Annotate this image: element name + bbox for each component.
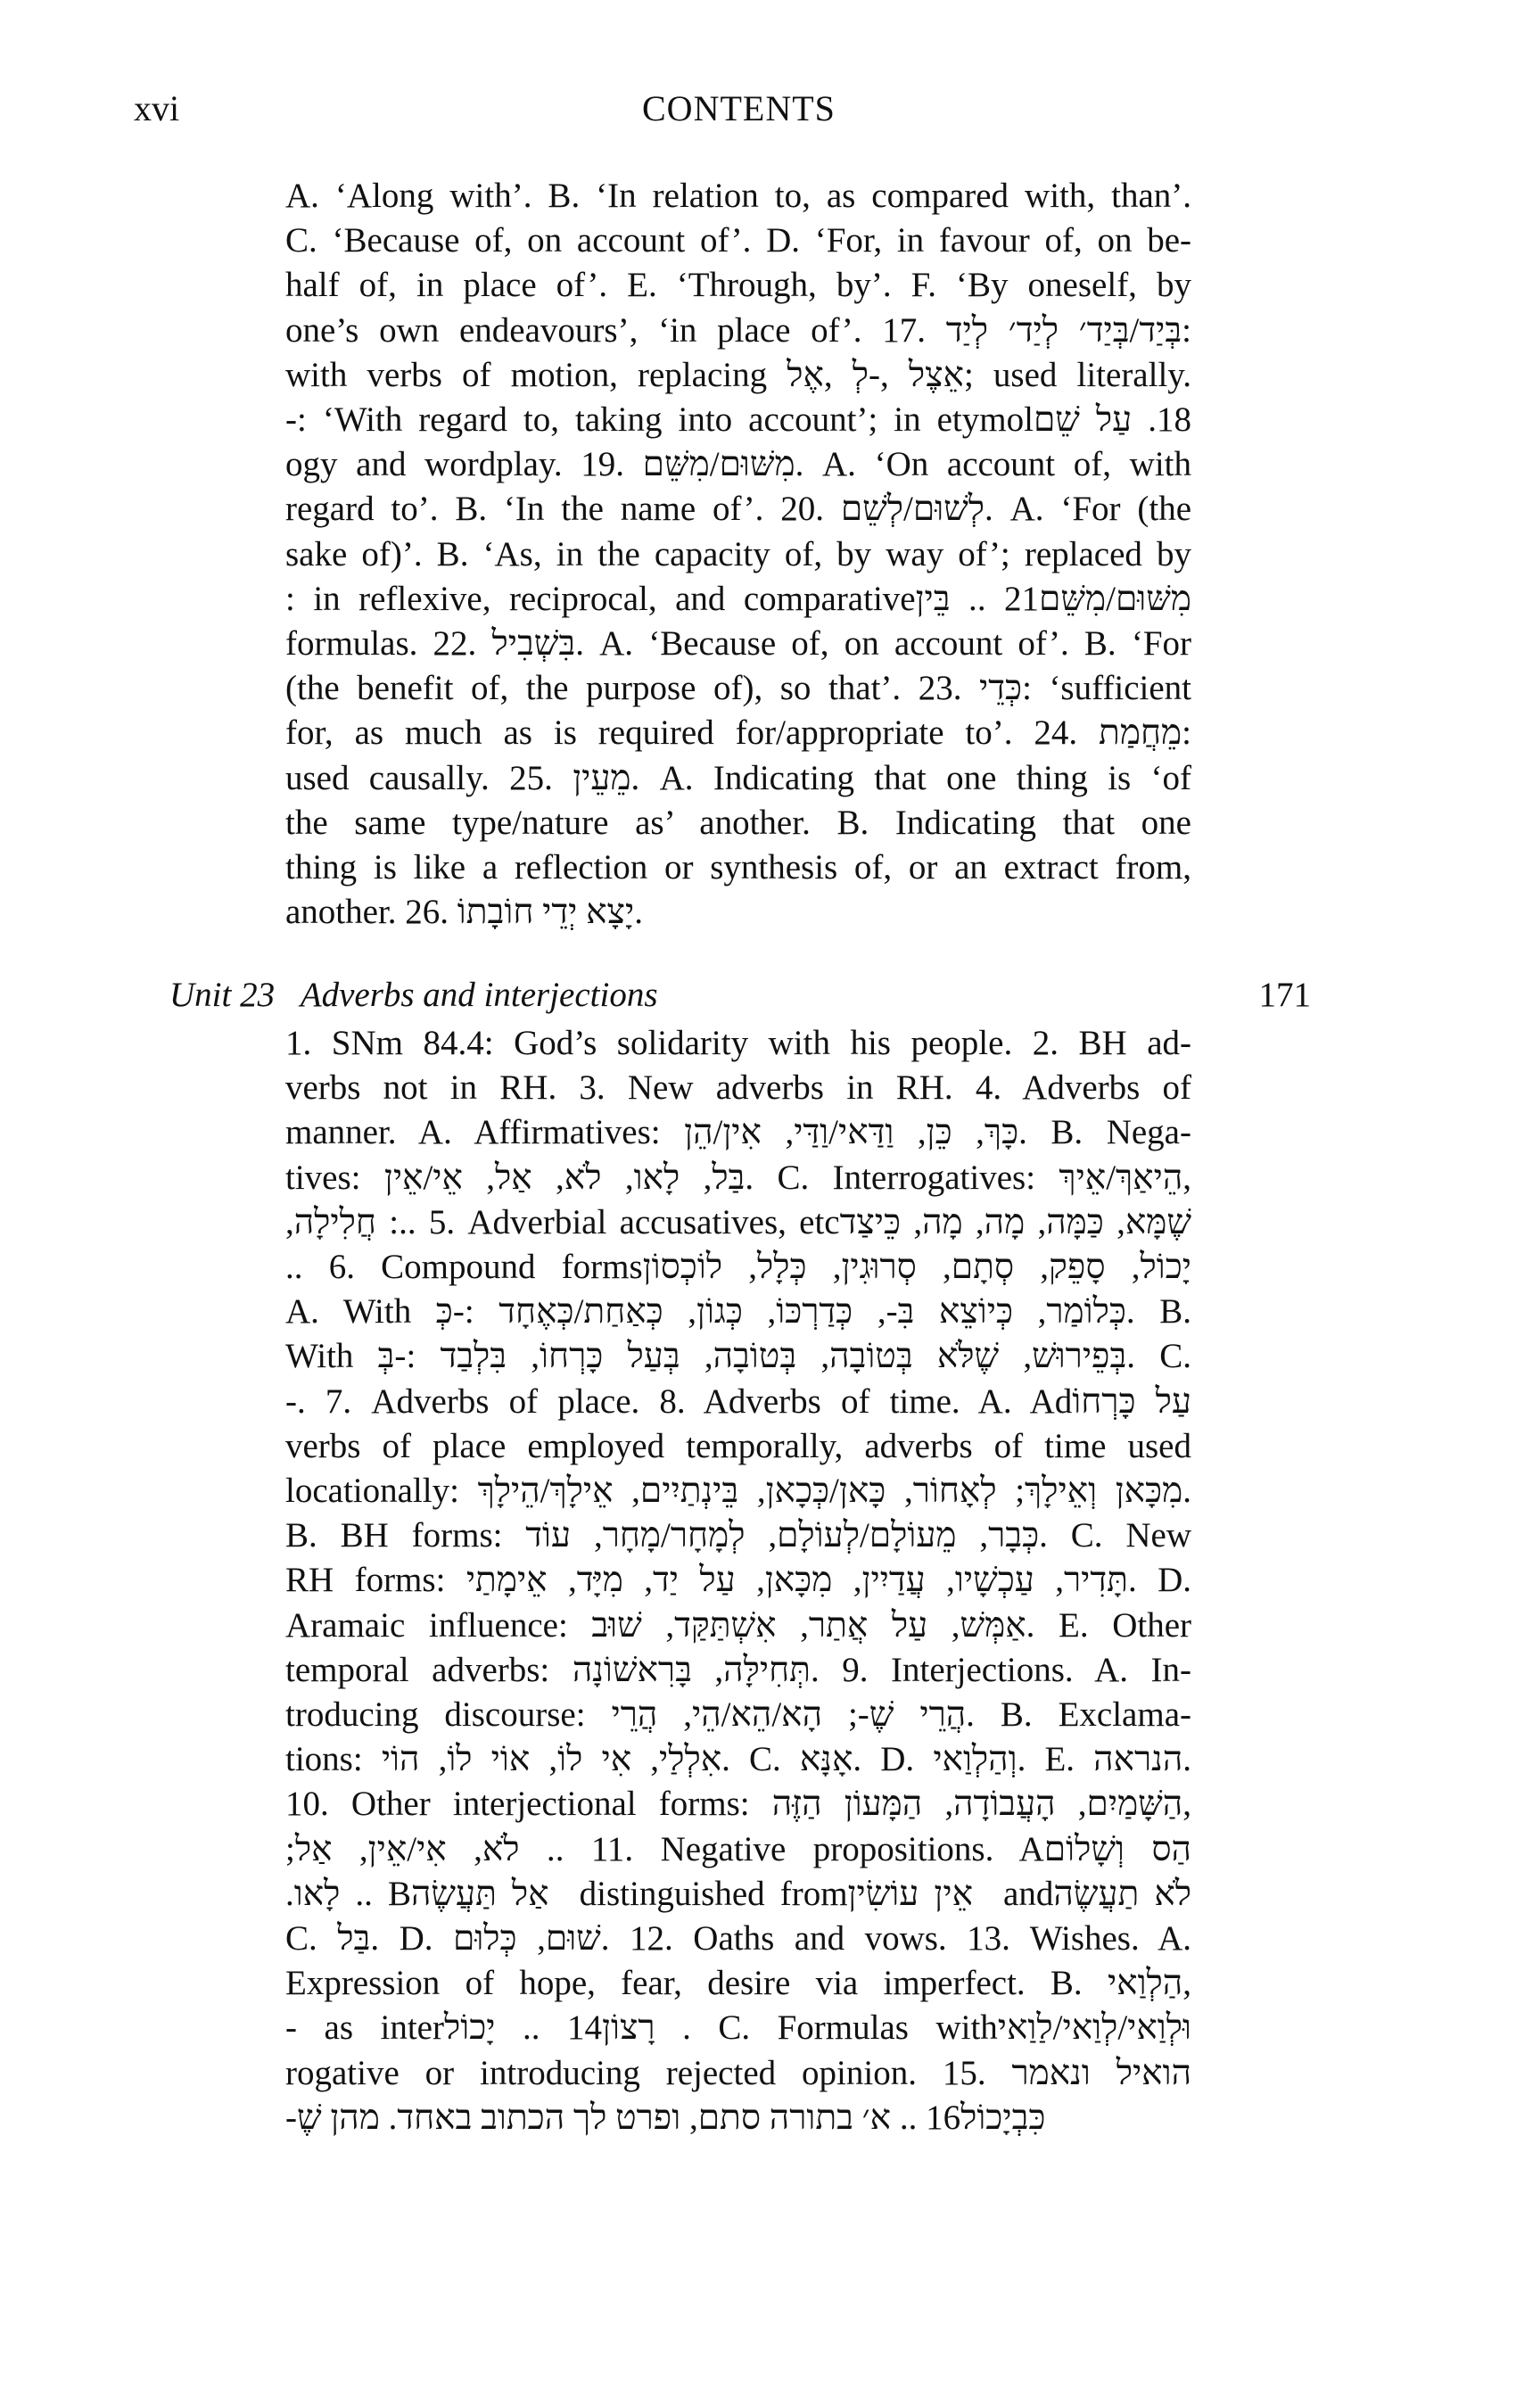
unit-title: Adverbs and interjections (300, 976, 658, 1014)
text-line: ‏יָכוֹל, סָפֵק, סְתָם, סְרוּגִין, כְּלָל, לוֹכְסוֹן‎. 6. Compound forms. (285, 1248, 1191, 1287)
text-line: rogative or introducing rejected opinion. 15. ‏הואיל ונאמר‎ (285, 2053, 1191, 2092)
text-line: C. ‏בַּל‎. D. ‏שׁוּם, כְּלוּם‎. 12. Oaths and vows. 13. Wishes. A. (285, 1919, 1191, 1959)
text-line: ‏כִּבְיָכוֹל‎. 16. ‏א׳ בתורה סתם, ופרט לך הכתוב באחד. מהן שֶׁ-‎ (285, 2098, 1046, 2137)
text-line: temporal adverbs: ‏תְּחִילָּה, בָּרִאשׁוֹנָה‎. 9. Interjections. A. In- (285, 1650, 1191, 1689)
text-line: ‏וּלְוַאי/לְוַאי/לַוַאי‎. C. Formulas with ‏רָצוֹן‎. 14. ‏יָכוֹל‎ as inter- (285, 2008, 1191, 2048)
text-line: ‏מִשּׁוּם/מִשֵּׁם‎. 21. ‏בֵּין‎: in reflexive, reciprocal, and comparative (285, 579, 1191, 618)
text-line: sake of)’. B. ‘As, in the capacity of, by way of’; replaced by (285, 534, 1191, 573)
text-line: tives: ‏בַּל, לָאו, לֹא, אַל, אֵי/אֵין‎. C. Interrogatives: ‏הֵיאַךְ/אֵיךְ‎, (285, 1158, 1191, 1197)
unit-page-number: 171 (1258, 976, 1311, 1014)
text-line: regard to’. B. ‘In the name of’. 20. ‏לְשׁוּם/לְשֵׁם‎. A. ‘For (the (285, 490, 1191, 529)
text-line: A. With ‏-כְּ‎: ‏כְּלוֹמַר, כְּיוֹצֵא בִּ-, כְּדַרְכּוֹ, כְּגוֹן, כְּאַחַת/כְּאֶחָד‎. B. (285, 1292, 1191, 1332)
unit-heading (169, 975, 658, 1015)
text-line: locationally: ‏מִכָּאן וְאֵילָךְ; לְאָחוֹר, כָּאן/כְּכָאן, בֵּינְתַיִים, אֵילָךְ/הֵילָךְ‎. (285, 1472, 1191, 1511)
text-line: C. ‘Because of, on account of’. D. ‘For, in favour of, on be- (285, 221, 1191, 260)
text-line: verbs of place employed temporally, adverbs of time used (285, 1426, 1191, 1465)
text-line: B. BH forms: ‏כְּבָר, מֵעוֹלָם/לְעוֹלָם, לְמָחָר/מָחָר, עוֹד‎. C. New (285, 1516, 1191, 1555)
text-line: With ‏-בְּ‎: ‏בְּפֵירוּשׁ, שֶׁלֹּא בְּטוֹבָה, בְּטוֹבָה, בְּעַל כָּרְחוֹ, בִּלְבַד‎. C. (285, 1337, 1191, 1376)
unit-paragraph (285, 1021, 1191, 2140)
text-line: the same type/nature as’ another. B. Indicating that one (285, 803, 1191, 842)
running-title: CONTENTS (642, 88, 836, 128)
text-line: with verbs of motion, replacing ‏אֶל‎, ‏-לְ‎, ‏אֵצֶל‎; used literally. (285, 355, 1191, 394)
text-line: Expression of hope, fear, desire via imperfect. B. ‏הַלְוַאי‎, (285, 1964, 1191, 2003)
text-line: formulas. 22. ‏בִּשְׁבִיל‎. A. ‘Because of, on account of’. B. ‘For (285, 624, 1191, 664)
text-line: for, as much as is required for/appropriate to’. 24. ‏מֵחֲמַת‎: (285, 713, 1191, 753)
text-line: 1. SNm 84.4: God’s solidarity with his people. 2. BH ad- (285, 1024, 1191, 1062)
text-line: ‏לֹא תַעֲשֶׂה‎ and ‏אֵין עוֹשִׂין‎ distinguished from ‏אַל תַּעֲשֶׂה‎. B. ‏לָאו‎. (285, 1874, 1191, 1913)
unit-label: Unit 23 (169, 976, 276, 1014)
text-line: (the benefit of, the purpose of), so that’. 23. ‏כְּדֵי‎: ‘sufficient (285, 669, 1191, 708)
text-line: one’s own endeavours’, ‘in place of’. 17. ‏בְּיַד/בְּיַד׳ לְיַד׳ לְיַד‎: (285, 310, 1191, 350)
text-line: Aramaic influence: ‏אַמְּשׁ, עַל אֲתַר, אִשְׁתַּקַּד, שׁוּב‎. E. Other (285, 1605, 1191, 1645)
continuation-paragraph (285, 174, 1191, 935)
text-line: half of, in place of’. E. ‘Through, by’. F. ‘By oneself, by (285, 266, 1191, 305)
text-line: 10. Other interjectional forms: ‏הַשָּׁמַיִם, הָעֲבוֹדָה, הַמָּעוֹן הַזֶּה‎, (285, 1785, 1191, 1824)
text-line: A. ‘Along with’. B. ‘In relation to, as compared with, than’. (285, 177, 1191, 215)
text-line: thing is like a reflection or synthesis of, or an extract from, (285, 848, 1191, 887)
text-line: 18. ‏עַל שֵׁם‎: ‘With regard to, taking into account’; in etymol- (285, 400, 1191, 440)
text-line: manner. A. Affirmatives: ‏כָּךְ, כֵּן, וַדַּאי/וַדַּי, אִין/הֵן‎. B. Nega- (285, 1113, 1191, 1152)
text-line: ogy and wordplay. 19. ‏מִשּׁוּם/מִשֵּׁם‎. A. ‘On account of, with (285, 445, 1191, 484)
text-line: troducing discourse: ‏הֲרֵי שֶׁ-; הָא/הֵא/הֵי, הֲרֵי‎. B. Exclama- (285, 1695, 1191, 1735)
text-line: used causally. 25. ‏מֵעֵין‎. A. Indicating that one thing is ‘of (285, 758, 1191, 797)
text-line: verbs not in RH. 3. New adverbs in RH. 4. Adverbs of (285, 1068, 1191, 1108)
text-line: ‏הַס וְשָׁלוֹם‎. 11. Negative propositions. A. ‏לֹא, אִי/אֵין, אַל‎; (285, 1829, 1191, 1868)
text-line: ‏עַל כָּרְחוֹ‎. 7. Adverbs of place. 8. Adverbs of time. A. Ad- (285, 1381, 1191, 1421)
text-line: ‏שֶׁמָּא, כַּמָּה, מָה, מָה, כֵּיצַד‎. 5. Adverbial accusatives, etc.: ‏חֲלִילָה‎, (285, 1202, 1191, 1241)
text-line: another. 26. ‏יָצָא יְדֵי חוֹבָתוֹ‎. (285, 893, 643, 932)
page-number: xvi (134, 88, 180, 128)
text-line: RH forms: ‏תָּדִיר, עַכְשָׁיו, עֲדַיִין, מִכָּאן, עַל יַד, מִיָּד, אֵימָתַי‎. D. (285, 1561, 1191, 1600)
text-line: tions: ‏אִלְלַי, אִי לוֹ, אוֹי לוֹ, הוֹי‎. C. ‏אָנָּא‎. D. ‏וְהַלְוַאי‎. E. ‏הנראה‎. (285, 1740, 1191, 1779)
